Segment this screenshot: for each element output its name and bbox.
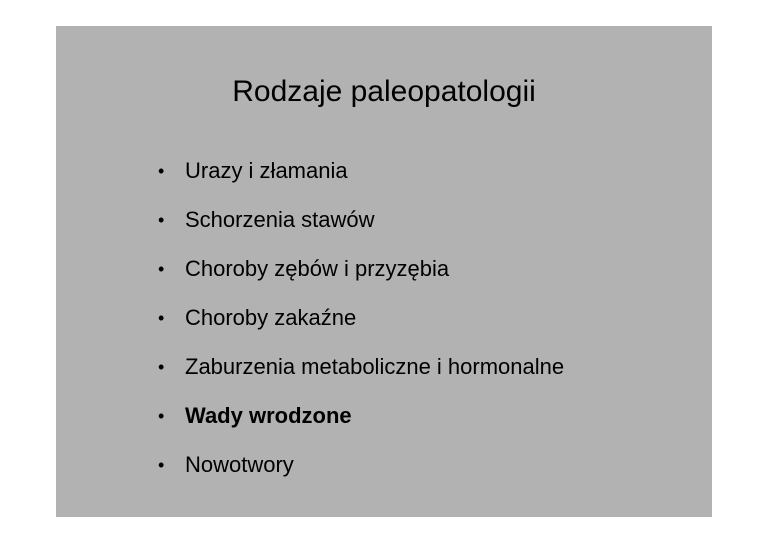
list-item-highlighted	[158, 403, 564, 452]
bullet-icon: •	[158, 161, 165, 181]
bullet-icon: •	[158, 308, 165, 328]
list-item	[158, 207, 564, 256]
list-item	[158, 305, 564, 354]
bullet-list	[158, 158, 564, 501]
list-item	[158, 452, 564, 501]
list-item-text: Choroby zębów i przyzębia	[185, 256, 450, 281]
list-item-text: Choroby zakaźne	[185, 305, 357, 330]
slide	[56, 26, 712, 517]
bullet-icon: •	[158, 210, 165, 230]
list-item-text: Nowotwory	[185, 452, 294, 477]
slide-title: Rodzaje paleopatologii	[232, 75, 536, 108]
bullet-icon: •	[158, 406, 165, 426]
list-item	[158, 256, 564, 305]
list-item	[158, 354, 564, 403]
list-item-text: Urazy i złamania	[185, 158, 348, 183]
bullet-icon: •	[158, 259, 165, 279]
list-item-text: Schorzenia stawów	[185, 207, 375, 232]
bullet-icon: •	[158, 455, 165, 475]
list-item	[158, 158, 564, 207]
list-item-text: Wady wrodzone	[185, 403, 352, 428]
bullet-icon: •	[158, 357, 165, 377]
list-item-text: Zaburzenia metaboliczne i hormonalne	[185, 354, 565, 379]
